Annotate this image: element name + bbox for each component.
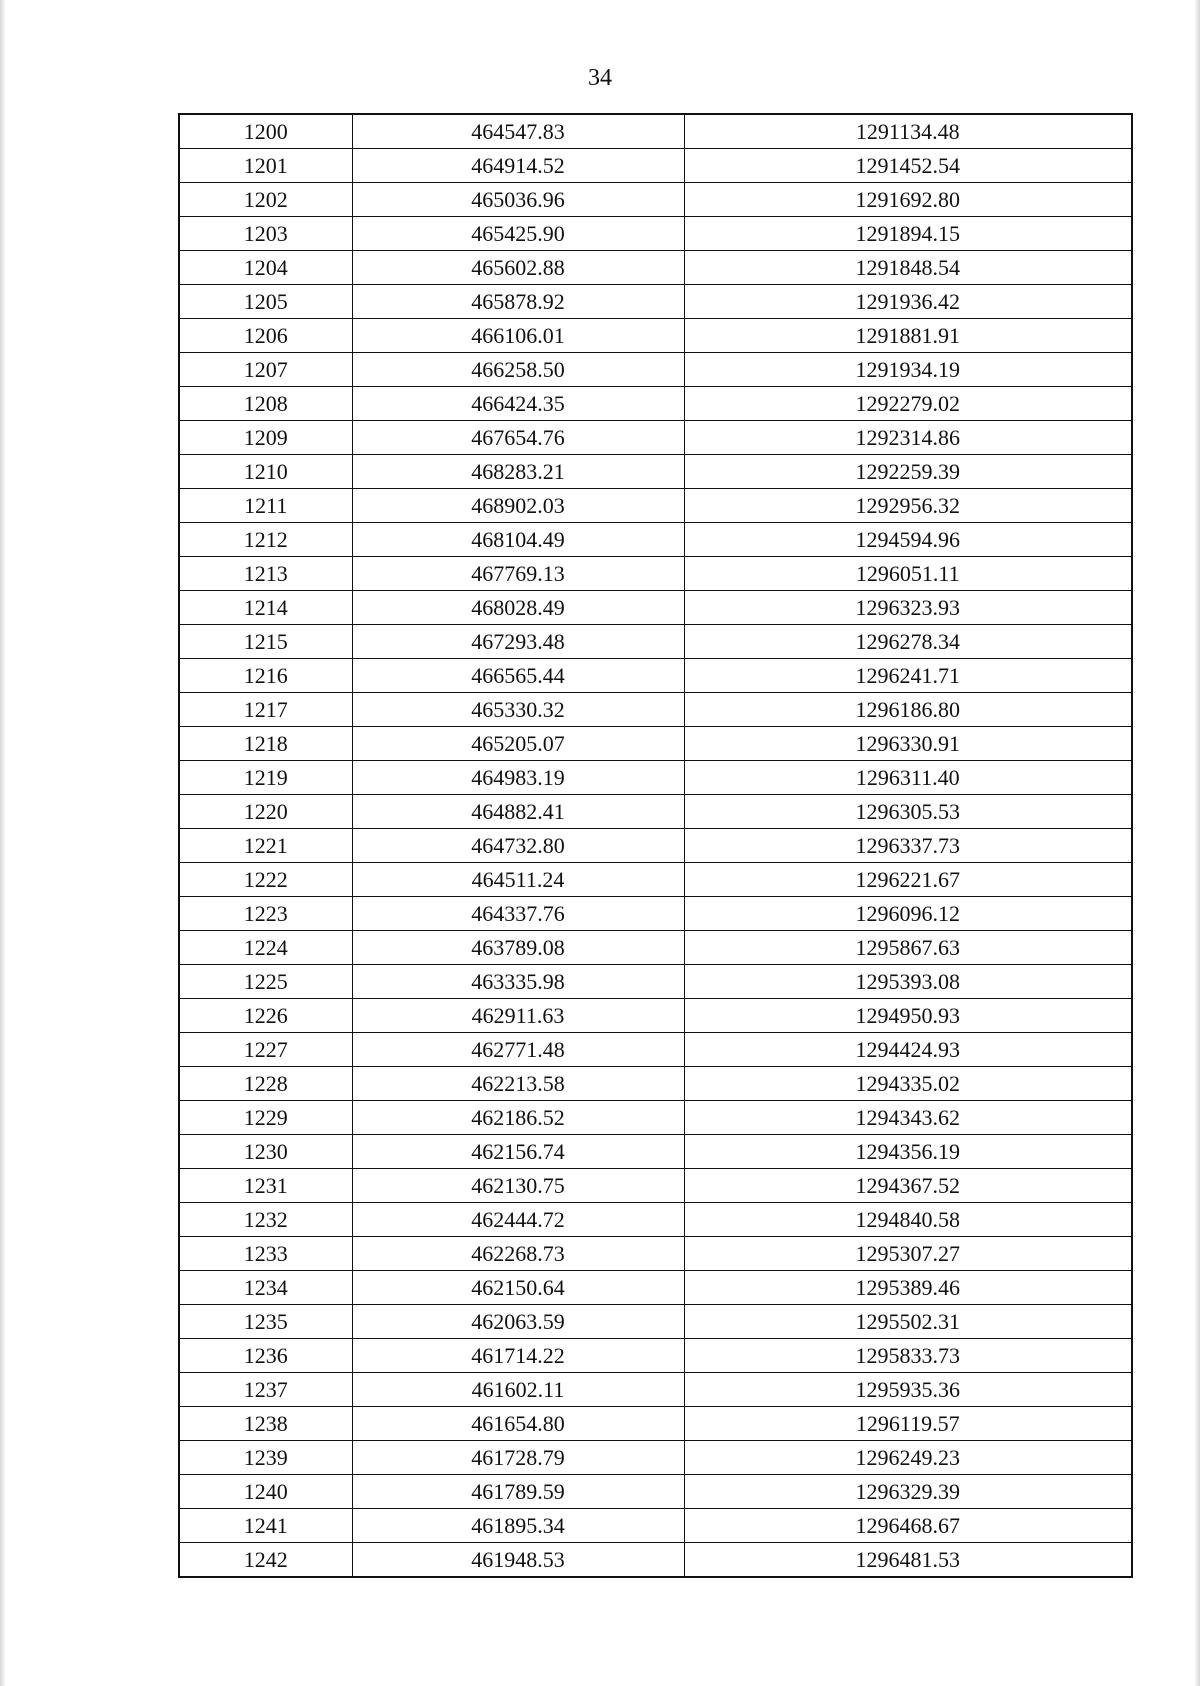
y-coordinate-cell: 1294840.58 <box>684 1203 1132 1237</box>
coordinate-table-body <box>179 114 1132 1577</box>
y-coordinate-cell: 1295833.73 <box>684 1339 1132 1373</box>
y-coordinate-cell: 1291894.15 <box>684 217 1132 251</box>
table-row <box>179 1441 1132 1475</box>
x-coordinate-cell: 462268.73 <box>352 1237 684 1271</box>
y-coordinate-cell: 1295502.31 <box>684 1305 1132 1339</box>
table-row <box>179 285 1132 319</box>
y-coordinate-cell: 1292259.39 <box>684 455 1132 489</box>
point-id-cell: 1216 <box>179 659 352 693</box>
x-coordinate-cell: 462150.64 <box>352 1271 684 1305</box>
point-id-cell: 1240 <box>179 1475 352 1509</box>
point-id-cell: 1227 <box>179 1033 352 1067</box>
table-row <box>179 693 1132 727</box>
point-id-cell: 1215 <box>179 625 352 659</box>
x-coordinate-cell: 461895.34 <box>352 1509 684 1543</box>
y-coordinate-cell: 1291134.48 <box>684 114 1132 149</box>
y-coordinate-cell: 1291881.91 <box>684 319 1132 353</box>
x-coordinate-cell: 466258.50 <box>352 353 684 387</box>
point-id-cell: 1220 <box>179 795 352 829</box>
y-coordinate-cell: 1296481.53 <box>684 1543 1132 1578</box>
point-id-cell: 1210 <box>179 455 352 489</box>
x-coordinate-cell: 462063.59 <box>352 1305 684 1339</box>
point-id-cell: 1224 <box>179 931 352 965</box>
x-coordinate-cell: 465425.90 <box>352 217 684 251</box>
x-coordinate-cell: 468104.49 <box>352 523 684 557</box>
table-row <box>179 1407 1132 1441</box>
y-coordinate-cell: 1294594.96 <box>684 523 1132 557</box>
y-coordinate-cell: 1296249.23 <box>684 1441 1132 1475</box>
x-coordinate-cell: 464983.19 <box>352 761 684 795</box>
table-row <box>179 387 1132 421</box>
x-coordinate-cell: 464732.80 <box>352 829 684 863</box>
x-coordinate-cell: 462186.52 <box>352 1101 684 1135</box>
y-coordinate-cell: 1295307.27 <box>684 1237 1132 1271</box>
table-row <box>179 625 1132 659</box>
point-id-cell: 1217 <box>179 693 352 727</box>
page-edge-left <box>0 0 6 1686</box>
y-coordinate-cell: 1296278.34 <box>684 625 1132 659</box>
y-coordinate-cell: 1295935.36 <box>684 1373 1132 1407</box>
x-coordinate-cell: 465330.32 <box>352 693 684 727</box>
point-id-cell: 1213 <box>179 557 352 591</box>
point-id-cell: 1237 <box>179 1373 352 1407</box>
point-id-cell: 1231 <box>179 1169 352 1203</box>
y-coordinate-cell: 1294367.52 <box>684 1169 1132 1203</box>
x-coordinate-cell: 463335.98 <box>352 965 684 999</box>
x-coordinate-cell: 465602.88 <box>352 251 684 285</box>
y-coordinate-cell: 1296468.67 <box>684 1509 1132 1543</box>
point-id-cell: 1230 <box>179 1135 352 1169</box>
y-coordinate-cell: 1296337.73 <box>684 829 1132 863</box>
page-number: 34 <box>588 65 612 91</box>
table-row <box>179 557 1132 591</box>
point-id-cell: 1228 <box>179 1067 352 1101</box>
point-id-cell: 1218 <box>179 727 352 761</box>
table-row <box>179 217 1132 251</box>
y-coordinate-cell: 1296323.93 <box>684 591 1132 625</box>
point-id-cell: 1205 <box>179 285 352 319</box>
table-row <box>179 727 1132 761</box>
table-row <box>179 1067 1132 1101</box>
point-id-cell: 1233 <box>179 1237 352 1271</box>
y-coordinate-cell: 1291848.54 <box>684 251 1132 285</box>
y-coordinate-cell: 1294343.62 <box>684 1101 1132 1135</box>
y-coordinate-cell: 1294335.02 <box>684 1067 1132 1101</box>
point-id-cell: 1241 <box>179 1509 352 1543</box>
table-row <box>179 251 1132 285</box>
y-coordinate-cell: 1291692.80 <box>684 183 1132 217</box>
y-coordinate-cell: 1294356.19 <box>684 1135 1132 1169</box>
table-row <box>179 965 1132 999</box>
x-coordinate-cell: 468902.03 <box>352 489 684 523</box>
point-id-cell: 1207 <box>179 353 352 387</box>
point-id-cell: 1204 <box>179 251 352 285</box>
x-coordinate-cell: 462213.58 <box>352 1067 684 1101</box>
y-coordinate-cell: 1291452.54 <box>684 149 1132 183</box>
y-coordinate-cell: 1296330.91 <box>684 727 1132 761</box>
point-id-cell: 1235 <box>179 1305 352 1339</box>
y-coordinate-cell: 1294424.93 <box>684 1033 1132 1067</box>
point-id-cell: 1219 <box>179 761 352 795</box>
x-coordinate-cell: 462911.63 <box>352 999 684 1033</box>
y-coordinate-cell: 1291934.19 <box>684 353 1132 387</box>
x-coordinate-cell: 465878.92 <box>352 285 684 319</box>
y-coordinate-cell: 1296096.12 <box>684 897 1132 931</box>
x-coordinate-cell: 464547.83 <box>352 114 684 149</box>
x-coordinate-cell: 468028.49 <box>352 591 684 625</box>
y-coordinate-cell: 1296329.39 <box>684 1475 1132 1509</box>
point-id-cell: 1201 <box>179 149 352 183</box>
point-id-cell: 1200 <box>179 114 352 149</box>
y-coordinate-cell: 1296241.71 <box>684 659 1132 693</box>
table-row <box>179 659 1132 693</box>
table-row <box>179 1237 1132 1271</box>
point-id-cell: 1208 <box>179 387 352 421</box>
table-row <box>179 1543 1132 1578</box>
y-coordinate-cell: 1292956.32 <box>684 489 1132 523</box>
table-row <box>179 1169 1132 1203</box>
table-row <box>179 149 1132 183</box>
x-coordinate-cell: 466565.44 <box>352 659 684 693</box>
x-coordinate-cell: 464882.41 <box>352 795 684 829</box>
x-coordinate-cell: 468283.21 <box>352 455 684 489</box>
x-coordinate-cell: 466106.01 <box>352 319 684 353</box>
x-coordinate-cell: 464337.76 <box>352 897 684 931</box>
y-coordinate-cell: 1296186.80 <box>684 693 1132 727</box>
point-id-cell: 1225 <box>179 965 352 999</box>
table-row <box>179 1101 1132 1135</box>
table-row <box>179 931 1132 965</box>
x-coordinate-cell: 461602.11 <box>352 1373 684 1407</box>
y-coordinate-cell: 1295393.08 <box>684 965 1132 999</box>
table-row <box>179 591 1132 625</box>
point-id-cell: 1214 <box>179 591 352 625</box>
y-coordinate-cell: 1295867.63 <box>684 931 1132 965</box>
x-coordinate-cell: 462771.48 <box>352 1033 684 1067</box>
y-coordinate-cell: 1296119.57 <box>684 1407 1132 1441</box>
table-row <box>179 1373 1132 1407</box>
table-row <box>179 1135 1132 1169</box>
table-row <box>179 795 1132 829</box>
x-coordinate-cell: 462156.74 <box>352 1135 684 1169</box>
point-id-cell: 1226 <box>179 999 352 1033</box>
x-coordinate-cell: 461714.22 <box>352 1339 684 1373</box>
table-row <box>179 523 1132 557</box>
point-id-cell: 1203 <box>179 217 352 251</box>
point-id-cell: 1239 <box>179 1441 352 1475</box>
table-row <box>179 1203 1132 1237</box>
table-row <box>179 1509 1132 1543</box>
coordinate-table <box>178 113 1133 1578</box>
x-coordinate-cell: 461654.80 <box>352 1407 684 1441</box>
x-coordinate-cell: 462130.75 <box>352 1169 684 1203</box>
table-row <box>179 114 1132 149</box>
x-coordinate-cell: 466424.35 <box>352 387 684 421</box>
point-id-cell: 1209 <box>179 421 352 455</box>
x-coordinate-cell: 461948.53 <box>352 1543 684 1578</box>
point-id-cell: 1223 <box>179 897 352 931</box>
x-coordinate-cell: 467293.48 <box>352 625 684 659</box>
x-coordinate-cell: 461728.79 <box>352 1441 684 1475</box>
x-coordinate-cell: 461789.59 <box>352 1475 684 1509</box>
table-row <box>179 863 1132 897</box>
y-coordinate-cell: 1295389.46 <box>684 1271 1132 1305</box>
point-id-cell: 1229 <box>179 1101 352 1135</box>
x-coordinate-cell: 464914.52 <box>352 149 684 183</box>
x-coordinate-cell: 467654.76 <box>352 421 684 455</box>
y-coordinate-cell: 1296221.67 <box>684 863 1132 897</box>
x-coordinate-cell: 462444.72 <box>352 1203 684 1237</box>
point-id-cell: 1222 <box>179 863 352 897</box>
y-coordinate-cell: 1294950.93 <box>684 999 1132 1033</box>
x-coordinate-cell: 467769.13 <box>352 557 684 591</box>
y-coordinate-cell: 1296051.11 <box>684 557 1132 591</box>
table-row <box>179 761 1132 795</box>
x-coordinate-cell: 465205.07 <box>352 727 684 761</box>
point-id-cell: 1242 <box>179 1543 352 1578</box>
table-row <box>179 897 1132 931</box>
x-coordinate-cell: 463789.08 <box>352 931 684 965</box>
point-id-cell: 1232 <box>179 1203 352 1237</box>
point-id-cell: 1211 <box>179 489 352 523</box>
y-coordinate-cell: 1292314.86 <box>684 421 1132 455</box>
table-row <box>179 1475 1132 1509</box>
y-coordinate-cell: 1292279.02 <box>684 387 1132 421</box>
table-row <box>179 1271 1132 1305</box>
table-row <box>179 1033 1132 1067</box>
table-row <box>179 455 1132 489</box>
table-row <box>179 1305 1132 1339</box>
table-row <box>179 829 1132 863</box>
y-coordinate-cell: 1296305.53 <box>684 795 1132 829</box>
table-row <box>179 319 1132 353</box>
table-row <box>179 421 1132 455</box>
point-id-cell: 1238 <box>179 1407 352 1441</box>
x-coordinate-cell: 464511.24 <box>352 863 684 897</box>
point-id-cell: 1234 <box>179 1271 352 1305</box>
y-coordinate-cell: 1296311.40 <box>684 761 1132 795</box>
point-id-cell: 1202 <box>179 183 352 217</box>
point-id-cell: 1212 <box>179 523 352 557</box>
page-edge-right <box>1194 0 1200 1686</box>
table-row <box>179 489 1132 523</box>
table-row <box>179 1339 1132 1373</box>
point-id-cell: 1236 <box>179 1339 352 1373</box>
table-row <box>179 999 1132 1033</box>
y-coordinate-cell: 1291936.42 <box>684 285 1132 319</box>
point-id-cell: 1206 <box>179 319 352 353</box>
table-row <box>179 353 1132 387</box>
table-row <box>179 183 1132 217</box>
point-id-cell: 1221 <box>179 829 352 863</box>
x-coordinate-cell: 465036.96 <box>352 183 684 217</box>
